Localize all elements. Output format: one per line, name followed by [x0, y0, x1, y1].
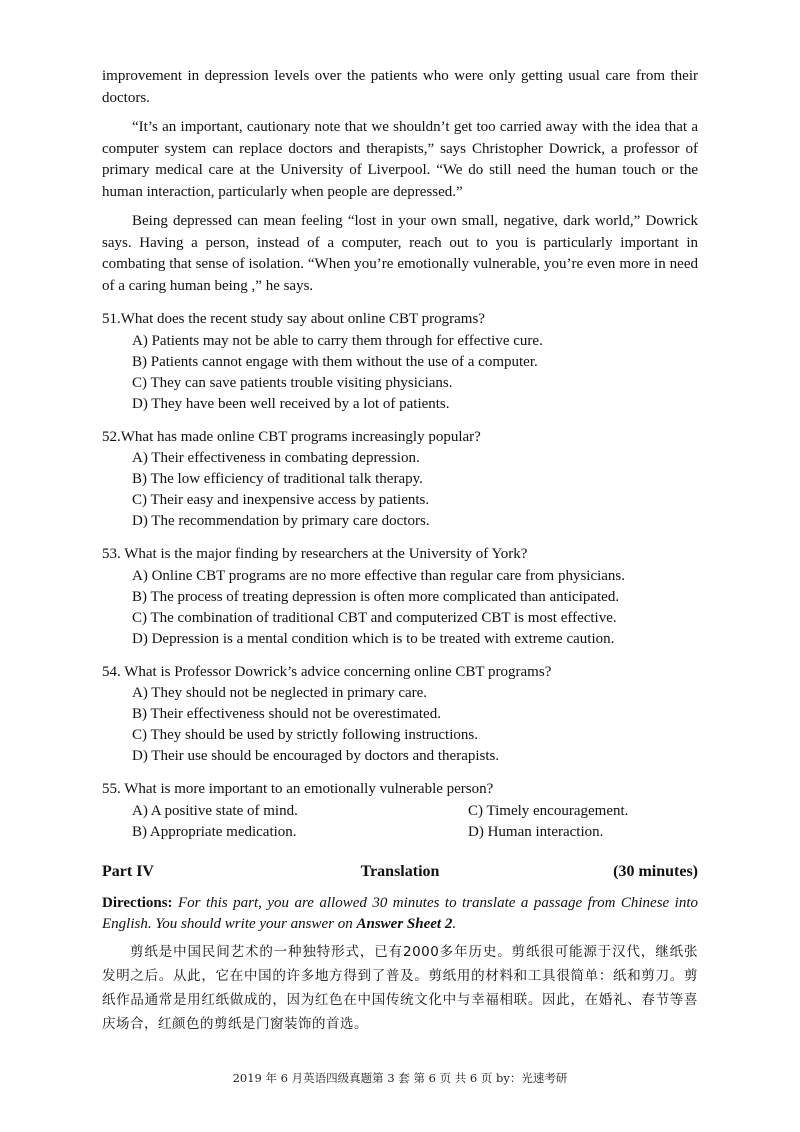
- directions: [102, 893, 698, 936]
- option-a: A) Online CBT programs are no more effective than regular care from physicians.: [132, 567, 626, 584]
- question-55: [102, 779, 698, 843]
- option-a: A) They should not be neglected in primary care.: [132, 685, 428, 701]
- directions-label: Directions:: [102, 894, 173, 911]
- option-d: D) Their use should be encouraged by doctors and therapists.: [132, 748, 500, 764]
- passage-paragraph-1: improvement in depression levels over the patients who were only getting usual care from their doctors.: [102, 68, 698, 106]
- part-label: Part IV: [102, 862, 154, 880]
- option-b: B) Patients cannot engage with them without the use of a computer.: [132, 353, 538, 370]
- option-d: D) Human interaction.: [468, 823, 604, 840]
- option-b: B) The low efficiency of traditional talk therapy.: [132, 471, 423, 487]
- chinese-passage: 剪纸是中国民间艺术的一种独特形式，已有2000多年历史。剪纸很可能源于汉代，继纸张发明之后。从此，它在中国的许多地方得到了普及。剪纸用的材料和工具很简单：纸和剪刀。剪纸作品通常是用红纸做成的，因为红色在中国传统文化中与幸福相联。因此，在婚礼、春节等喜庆场合，红颜色的剪纸是门窗装饰的首选。: [102, 943, 698, 1032]
- question-stem: 53. What is the major finding by researchers at the University of York?: [102, 546, 528, 562]
- page-footer: 2019 年 6 月英语四级真题第 3 套 第 6 页 共 6 页 by：光速考研: [232, 1071, 568, 1085]
- option-c: C) They should be used by strictly following instructions.: [132, 727, 478, 743]
- option-a: A) Patients may not be able to carry them through for effective cure.: [132, 332, 543, 349]
- option-a: A) A positive state of mind.: [132, 802, 298, 819]
- directions-end: .: [452, 916, 457, 932]
- question-53: [102, 544, 698, 650]
- passage-paragraph-2: “It’s an important, cautionary note that we shouldn’t get too carried away with the idea that a computer system can replace doctors and therapists,” says Christopher Dowrick, a professor of primary medical care at the University of Liverpool. “We do still need the human touch or the human interaction, particularly when people are depressed.”: [102, 119, 698, 200]
- question-51: [102, 309, 698, 415]
- section-title: Translation: [360, 862, 440, 880]
- option-c: C) They can save patients trouble visiting physicians.: [132, 374, 453, 391]
- passage-paragraph-3: Being depressed can mean feeling “lost in your own small, negative, dark world,” Dowrick says. Having a person, instead of a computer, reach out to you is particularly important in combating that sense of isolation. “When you’re emotionally vulnerable, you’re even more in need of a caring human being ,” he says.: [102, 213, 698, 294]
- option-d: D) The recommendation by primary care doctors.: [132, 513, 430, 529]
- option-d: D) Depression is a mental condition which is to be treated with extreme caution.: [132, 630, 615, 647]
- question-stem: 54. What is Professor Dowrick’s advice concerning online CBT programs?: [102, 663, 552, 680]
- time-limit: (30 minutes): [613, 862, 698, 880]
- option-b: B) The process of treating depression is often more complicated than anticipated.: [132, 588, 620, 605]
- options-grid: [102, 801, 698, 843]
- option-d: D) They have been well received by a lot of patients.: [132, 395, 450, 412]
- exam-page: [102, 66, 698, 1036]
- part-header: [102, 861, 698, 883]
- option-c: C) Timely encouragement.: [468, 802, 629, 819]
- directions-text: For this part, you are allowed 30 minutes to translate a passage from Chinese into English. You should write your answer on: [102, 894, 698, 932]
- answer-sheet-ref: Answer Sheet 2: [356, 916, 453, 932]
- question-stem: 52.What has made online CBT programs increasingly popular?: [102, 428, 481, 445]
- question-stem: 55. What is more important to an emotionally vulnerable person?: [102, 781, 494, 797]
- option-a: A) Their effectiveness in combating depression.: [132, 450, 420, 466]
- option-c: C) The combination of traditional CBT and computerized CBT is most effective.: [132, 609, 617, 626]
- question-54: [102, 662, 698, 768]
- option-b: B) Appropriate medication.: [132, 823, 297, 840]
- option-b: B) Their effectiveness should not be overestimated.: [132, 706, 441, 722]
- question-stem: 51.What does the recent study say about online CBT programs?: [102, 311, 485, 327]
- question-52: [102, 427, 698, 533]
- option-c: C) Their easy and inexpensive access by patients.: [132, 492, 430, 508]
